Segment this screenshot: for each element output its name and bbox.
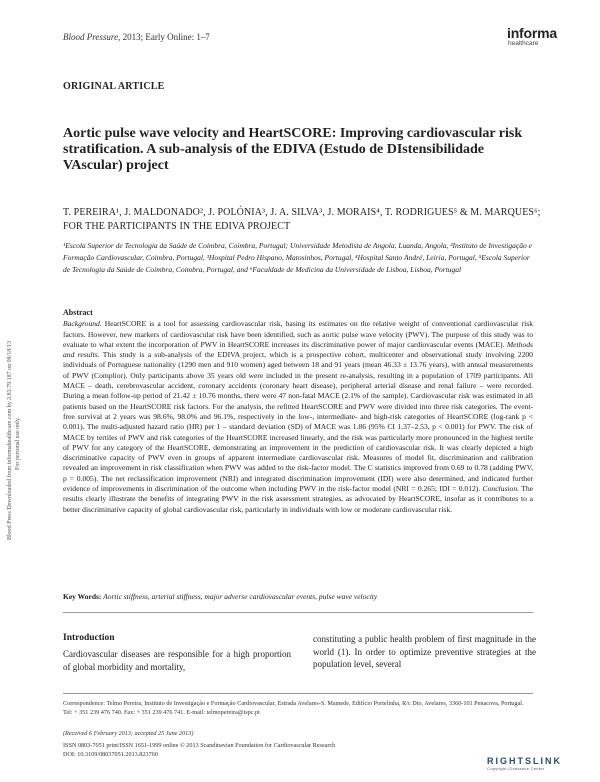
- article-title: Aortic pulse wave velocity and HeartSCORE: Improving cardiovascular risk stratification. A sub-analysis of the EDIVA (Estudo de DIstensibilidade VAscular) project: [63, 126, 523, 173]
- introduction-heading: Introduction: [63, 633, 115, 643]
- download-note: [6, 341, 22, 540]
- issn-info: [63, 742, 335, 759]
- journal-header: [63, 32, 210, 42]
- intro-column-2: constituting a public health problem of first magnitude in the world (1). In order to optimize preventive strategies at the population level, several: [313, 634, 536, 669]
- correspondence-note: Correspondence: Telmo Pereira, Instituto de Investigação e Formação Cardiovascular, Estrada Avelares-S. Mamede, Edifício Portelinha, R/c Dto, Avelares, 3360-101 Penacova, Portugal. Tel: + 351 239 476 740. Fax: + 351 239 476 741. E-mail: telmopereira@ispc.pt: [63, 700, 524, 716]
- intro-column-1: Cardiovascular diseases are responsible for a high proportion of global morbidity and mortality,: [63, 649, 291, 672]
- keywords-divider: [63, 612, 533, 613]
- download-sidebar: [6, 270, 30, 540]
- keywords-text: Aortic stiffness, arterial stiffness, major adverse cardiovascular events, pulse wave velocity: [101, 592, 378, 601]
- abstract-heading: Abstract: [63, 308, 93, 317]
- journal-name: Blood Pressure,: [63, 32, 121, 42]
- doi-line: DOI: 10.3109/08037051.2013.823760: [63, 750, 158, 758]
- received-dates: (Received 6 February 2013; accepted 25 June 2013): [63, 730, 194, 737]
- abstract-text-2: This study is a sub-analysis of the EDIVA project, which is a prospective cohort, multicenter and observational study involving 2200 individuals of Portuguese nationality (1290 men and 910 women) aged between 18 and 91 years (mean 46.33 ± 13.76 years), with annual measurements of PWV (Complior). Only participants above 35 years old were included in the present re-analysis, resulting in a population of 1709 participants. All MACE – death, cerebrovascular accident, coronary accidents (coronary heart disease), peripheral arterial disease and renal failure – were recorded. During a mean follow-up period of 21.42 ± 10.76 months, there were 47 non-fatal MACE (2.1% of the sample). Cardiovascular risk was estimated in all patients based on the HeartSCORE risk factors. For the analysis, the refitted HeartSCORE and PWV were divided into three risk categories. The event-free survival at 2 years was 98.6%, 98.0% and 96.1%, respectively in the low-, intermediate- and high-risk categories of HeartSCORE (log-rank p < 0.001). The multi-adjusted hazard ratio (HR) per 1 – standard deviation (SD) of MACE was 1.86 (95% CI 1.37–2.53, p < 0.001) for PWV. The risk of MACE by tertiles of PWV and risk categories of the HeartSCORE increased linearly, and the risk was particularly more pronounced in the highest tertile of PWV for any category of the HeartSCORE, demonstrating an improvement in the prediction of cardiovascular risk. It was clearly depicted a high discriminative capacity of PWV even in groups of apparent intermediate cardiovascular risk. Measures of model fit, discrimination and calibration revealed an improvement in risk classification when PWV was added to the risk-factor model. The C statistics improved from 0.69 to 0.78 (adding PWV, p = 0.005). The net reclassification improvement (NRI) and integrated discrimination improvement (IDI) were also determined, and indicated further evidence of improvements in discrimination of the outcome when including PWV in the risk-factor model (NRI = 0.265; IDI = 0.012).: [63, 350, 533, 494]
- keywords-label: Key Words:: [63, 592, 102, 601]
- background-label: Background.: [63, 319, 102, 329]
- author-list: T. PEREIRA¹, J. MALDONADO², J. POLÓNIA³, J. A. SILVA³, J. MORAIS⁴, T. RODRIGUES⁵ & M. MARQUES⁶; FOR THE PARTICIPANTS IN THE EDIVA PROJECT: [63, 207, 541, 232]
- download-note-line-1: Blood Press Downloaded from informahealthcare.com by 2.83.79.187 on 08/18/13: [7, 341, 13, 540]
- affiliations: ¹Escola Superior de Tecnologia da Saúde de Coimbra, Coimbra, Portugal; Universidade Metodista de Angola, Luanda, Angola, ²Instituto de Investigação e Formação Cardiovascular, Coimbra, Portugal, ³Hospital Pedro Hispano, Matosinhos, Portugal, ⁴Hospital Santo André, Leiria, Portugal, ⁵Escola Superior de Tecnologia da Saúde de Coimbra, Coimbra, Portugal, and ⁶Faculdade de Medicina da Universidade de Lisboa, Lisboa, Portugal: [63, 241, 532, 274]
- abstract-text-1: HeartSCORE is a tool for assessing cardiovascular risk, basing its estimates on the relative weight of conventional cardiovascular risk factors. However, new markers of cardiovascular risk have been identified, such as aortic pulse wave velocity (PWV). The purpose of this study was to evaluate to what extent the incorporation of PWV in HeartSCORE increases its discriminative power of major cardiovascular events (MACE).: [63, 319, 533, 349]
- abstract: [63, 308, 533, 515]
- publisher-logo-sub: healthcare: [508, 40, 539, 47]
- rightslink-logo[interactable]: [487, 756, 562, 771]
- section-label: ORIGINAL ARTICLE: [63, 81, 165, 92]
- publisher-logo-text: informa: [507, 25, 557, 41]
- issn-line: ISSN 0803-7051 print/ISSN 1651-1999 online © 2013 Scandinavian Foundation for Cardiovascular Research: [63, 742, 336, 749]
- keywords: [63, 592, 533, 601]
- download-note-line-2: For personal use only.: [15, 417, 21, 470]
- publisher-logo: [507, 26, 557, 47]
- abstract-text-3: The results clearly illustrate the benefits of integrating PWV in the risk assessment strategies, as advocated by HeartSCORE, insofar as it contributes to a better discriminative capacity of global cardiovascular risk, particularly in individuals with low or moderate cardiovascular risk.: [63, 484, 533, 514]
- methods-label: Methods and results.: [63, 339, 533, 360]
- conclusion-label: Conclusion.: [482, 484, 520, 494]
- rightslink-label: RIGHTSLINK: [487, 756, 562, 766]
- footnote-divider: [63, 693, 533, 694]
- rightslink-sub: Copyright Clearance Center: [487, 766, 545, 771]
- journal-info: 2013; Early Online: 1–7: [120, 32, 210, 42]
